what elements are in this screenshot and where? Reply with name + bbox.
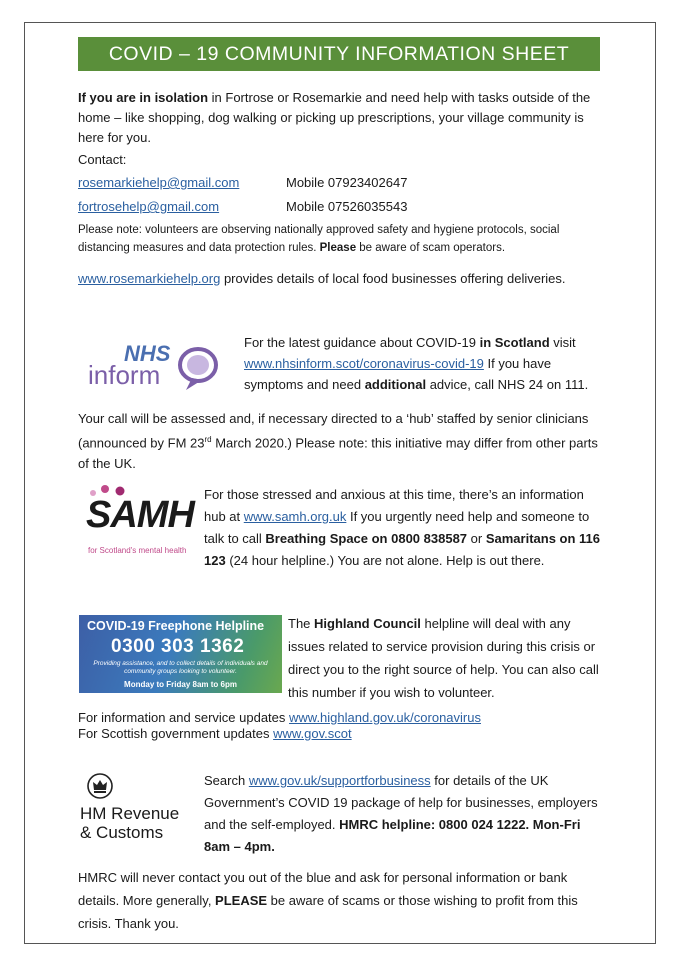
food-text: provides details of local food businesses offering deliveries. bbox=[220, 271, 566, 286]
nhs-inform-logo bbox=[88, 340, 223, 395]
helpline-sub: Providing assistance, and to collect details of individuals and community groups looking to volunteer. bbox=[93, 660, 268, 675]
intro-paragraph bbox=[78, 88, 598, 148]
intro-bold: If you are in isolation bbox=[78, 90, 209, 105]
note-text: Please note: volunteers are observing nationally approved safety and hygiene protocols, social distancing measures and data protection rules. bbox=[78, 224, 560, 254]
hmrc-paragraph bbox=[204, 770, 604, 858]
freephone-helpline-banner bbox=[79, 615, 282, 693]
samh-tagline: for Scotland's mental health bbox=[88, 546, 187, 555]
helpline-title: COVID-19 Freephone Helpline bbox=[87, 619, 265, 633]
note-end: be aware of scam operators. bbox=[356, 242, 506, 254]
updates-text-2: For Scottish government updates bbox=[78, 726, 274, 741]
warn-bold: PLEASE bbox=[215, 893, 268, 908]
samh-or: or bbox=[467, 531, 486, 546]
govscot-link[interactable]: www.gov.scot bbox=[273, 726, 352, 741]
hmrc-line-2: & Customs bbox=[80, 823, 164, 842]
hub-sup: rd bbox=[204, 435, 212, 444]
email-link-fortrose[interactable]: fortrosehelp@gmail.com bbox=[78, 199, 220, 214]
samh-logo bbox=[84, 484, 194, 559]
hmrc-line-1: HM Revenue bbox=[80, 804, 180, 823]
page-title: COVID – 19 COMMUNITY INFORMATION SHEET bbox=[78, 37, 600, 71]
contact-label: Contact: bbox=[78, 152, 127, 167]
intro-rest: in Fortrose or Rosemarkie and need help with tasks outside of the home – like shopping, dog walking or picking up prescriptions, your village community is here for you. bbox=[78, 90, 591, 145]
hub-paragraph bbox=[78, 408, 603, 474]
samh-p2: If you urgently need help and someone to talk to call bbox=[204, 509, 590, 546]
hmrc-logo bbox=[80, 772, 190, 844]
updates-line-1 bbox=[78, 710, 481, 726]
highland-link[interactable]: www.highland.gov.uk/coronavirus bbox=[289, 710, 481, 725]
mobile-fortrose: Mobile 07526035543 bbox=[286, 199, 408, 214]
scam-warning bbox=[78, 866, 598, 935]
samh-p3: (24 hour helpline.) You are not alone. Help is out there. bbox=[225, 553, 545, 568]
hub-text-b: March 2020.) Please note: this initiative may differ from other parts of the UK. bbox=[78, 435, 598, 472]
inform-text: inform bbox=[88, 360, 161, 390]
samh-link[interactable]: www.samh.org.uk bbox=[243, 509, 347, 524]
volunteer-note bbox=[78, 221, 578, 257]
highland-p1: The bbox=[288, 616, 315, 631]
highland-p2: helpline will deal with any issues related to service provision during this crisis or direct you to the right source of help. You can also call this number if you wish to volunteer. bbox=[288, 616, 599, 700]
helpline-number: 0300 303 1362 bbox=[111, 636, 245, 657]
hmrc-p2: for details of the UK Government’s COVID 19 package of help for businesses, employers and the self-employed. bbox=[204, 773, 598, 832]
food-paragraph bbox=[78, 269, 598, 289]
updates-line-2 bbox=[78, 726, 352, 742]
samaritans-number: Samaritans on 116 123 bbox=[204, 531, 600, 568]
updates-text-1: For information and service updates bbox=[78, 710, 289, 725]
rosemarkiehelp-link[interactable]: www.rosemarkiehelp.org bbox=[78, 271, 221, 286]
samh-text: SAMH bbox=[86, 494, 194, 536]
mobile-rosemarkie: Mobile 07923402647 bbox=[286, 175, 408, 190]
nhs-paragraph bbox=[244, 332, 604, 395]
email-link-rosemarkie[interactable]: rosemarkiehelp@gmail.com bbox=[78, 175, 240, 190]
helpline-hours: Monday to Friday 8am to 6pm bbox=[124, 680, 237, 689]
nhs-p1: For the latest guidance about COVID-19 bbox=[244, 335, 480, 350]
breathing-space-number: Breathing Space on 0800 838587 bbox=[265, 531, 468, 546]
hub-text-a: Your call will be assessed and, if necessary directed to a ‘hub’ staffed by senior clinicians (announced by FM 23 bbox=[78, 411, 589, 451]
nhs-p2: If you have symptoms and need bbox=[244, 356, 552, 392]
nhsinform-link[interactable]: www.nhsinform.scot/coronavirus-covid-19 bbox=[244, 356, 484, 371]
warn-a: HMRC will never contact you out of the blue and ask for personal information or bank details. More generally, bbox=[78, 870, 568, 908]
highland-paragraph bbox=[288, 612, 608, 704]
nhs-p1-end: visit bbox=[549, 335, 576, 350]
hmrc-p1: Search bbox=[204, 773, 249, 788]
nhs-p2-end: advice, call NHS 24 on 111. bbox=[426, 377, 589, 392]
note-bold: Please bbox=[319, 242, 357, 254]
supportforbusiness-link[interactable]: www.gov.uk/supportforbusiness bbox=[248, 773, 431, 788]
highland-council-bold: Highland Council bbox=[314, 616, 421, 631]
samh-paragraph bbox=[204, 484, 604, 572]
samh-p1: For those stressed and anxious at this time, there’s an information hub at bbox=[204, 487, 584, 524]
nhs-text: NHS bbox=[124, 341, 171, 366]
nhs-p2-bold: additional bbox=[364, 377, 427, 392]
warn-c: be aware of scams or those wishing to profit from this crisis. Thank you. bbox=[78, 893, 578, 931]
crown-icon bbox=[86, 772, 114, 800]
nhs-p1-bold: in Scotland bbox=[479, 335, 550, 350]
hmrc-helpline: HMRC helpline: 0800 024 1222. Mon-Fri 8am – 4pm. bbox=[204, 817, 581, 854]
